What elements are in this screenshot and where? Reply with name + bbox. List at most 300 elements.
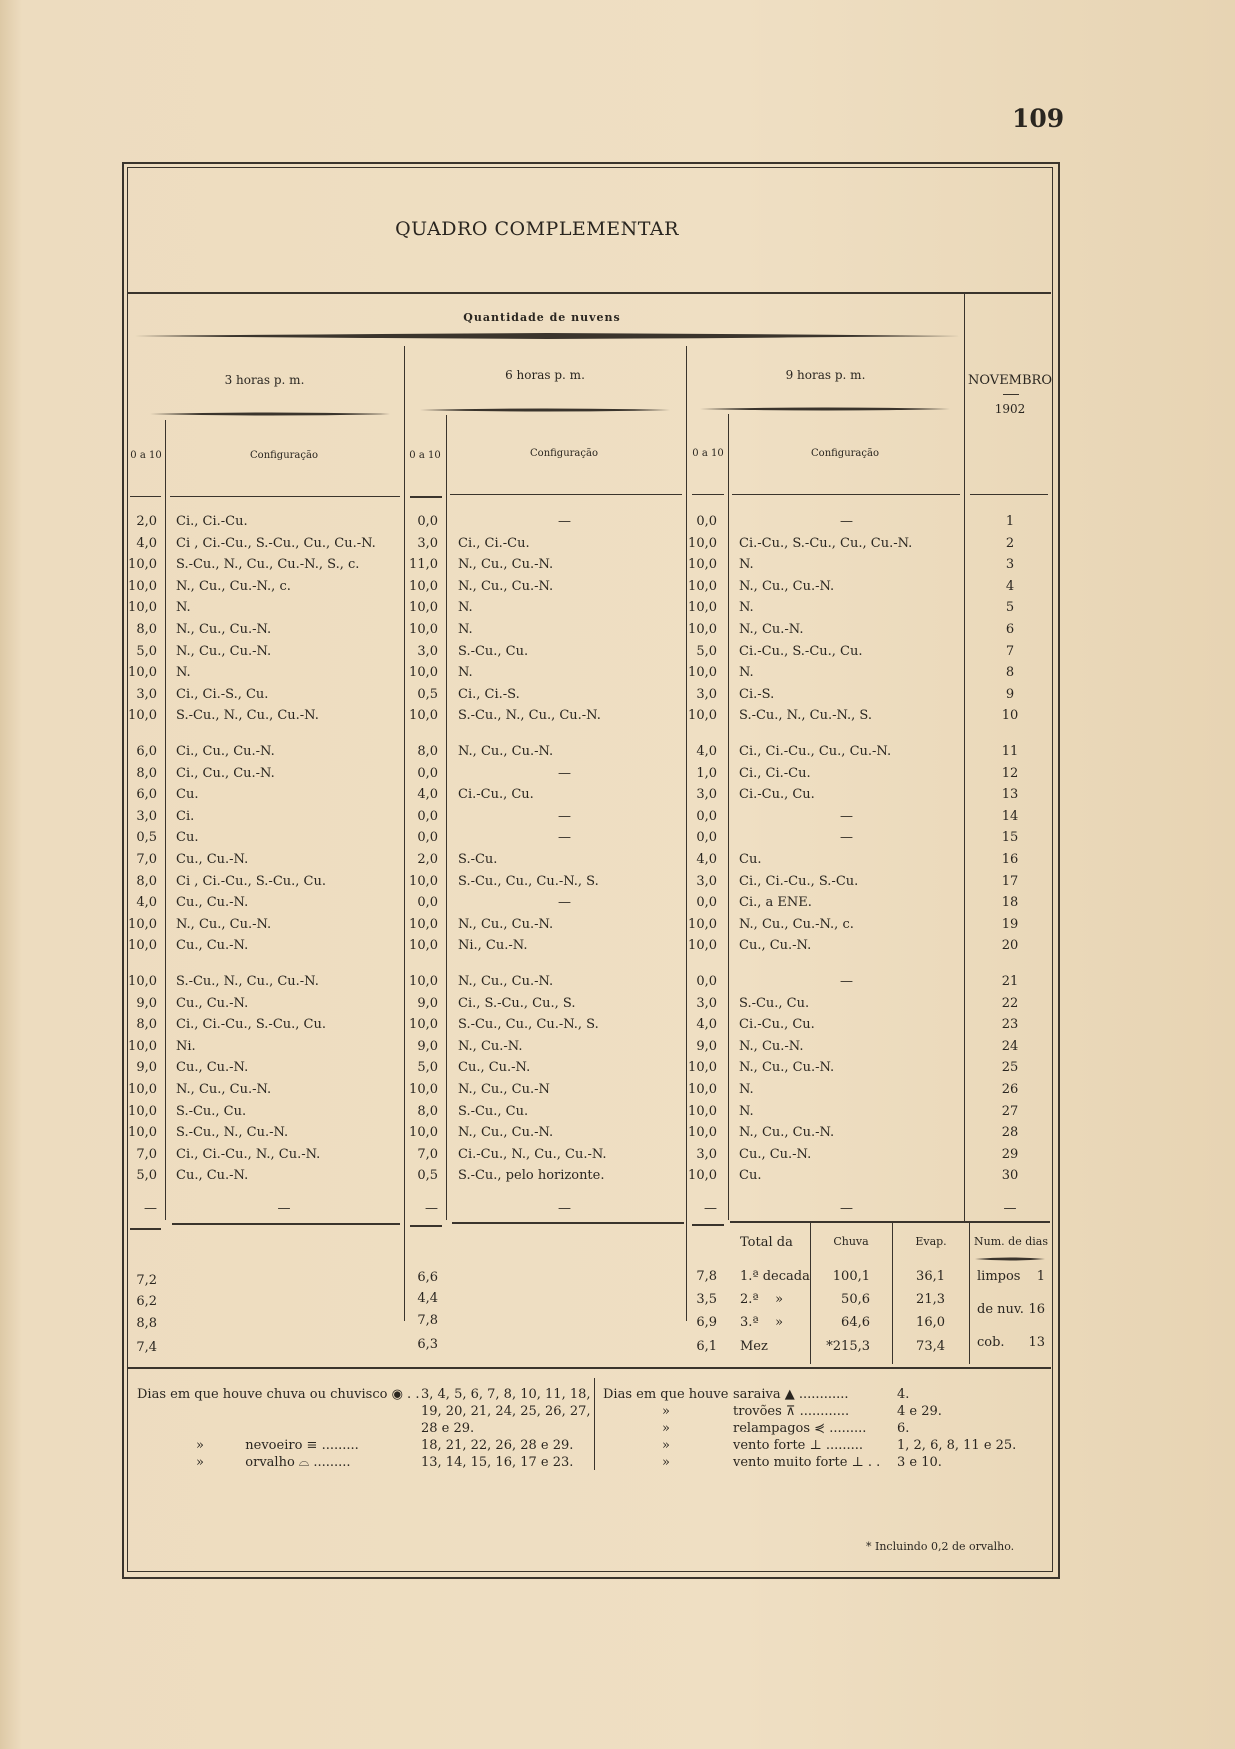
conf-9pm-cell: N. xyxy=(739,1104,754,1119)
cloud-9pm: 10,0 xyxy=(688,622,717,637)
day-number: 20 xyxy=(1001,938,1019,953)
rule xyxy=(692,1224,724,1226)
conf-3pm-cell: S.-Cu., N., Cu.-N. xyxy=(176,1125,289,1140)
rule xyxy=(130,496,161,497)
conf-9pm-cell: N. xyxy=(739,557,754,572)
conf-3pm-cell: Ci., Ci.-Cu., S.-Cu., Cu. xyxy=(176,1017,326,1032)
header-6pm: 6 horas p. m. xyxy=(505,368,585,382)
day-number: 3 xyxy=(1005,557,1015,572)
cloud-3pm: 8,0 xyxy=(136,622,157,637)
conf-3pm-cell: Ci., Ci.-S., Cu. xyxy=(176,687,269,702)
rule xyxy=(970,494,1048,495)
cloud-6pm: 3,0 xyxy=(417,644,438,659)
rule xyxy=(172,1223,400,1225)
conf-3pm-cell: Ci , Ci.-Cu., S.-Cu., Cu. xyxy=(176,874,326,889)
conf-9pm-cell: N., Cu., Cu.-N. xyxy=(739,579,835,594)
cloud-9pm: 3,0 xyxy=(696,874,717,889)
nuv-label: de nuv. xyxy=(977,1302,1024,1317)
avg-3pm: 7,4 xyxy=(136,1340,157,1355)
cloud-9pm: 4,0 xyxy=(696,1017,717,1032)
conf-3pm-cell: S.-Cu., N., Cu., Cu.-N. xyxy=(176,708,319,723)
conf-3pm-cell: Cu. xyxy=(176,787,199,802)
ornament-swash xyxy=(135,332,960,340)
day-number: — xyxy=(1003,1201,1017,1216)
cloud-6pm: 0,0 xyxy=(417,514,438,529)
conf-6pm-cell: Ci.-Cu., N., Cu., Cu.-N. xyxy=(458,1147,607,1162)
conf-6pm-cell: Ni., Cu.-N. xyxy=(458,938,528,953)
conf-6pm-cell: N., Cu., Cu.-N. xyxy=(458,557,554,572)
conf-6pm-cell: N., Cu., Cu.-N. xyxy=(458,917,554,932)
chuva-value: 64,6 xyxy=(841,1315,870,1330)
cloud-9pm: 3,0 xyxy=(696,996,717,1011)
cloud-3pm: 10,0 xyxy=(128,938,157,953)
cob-label: cob. xyxy=(977,1335,1005,1350)
cloud-6pm: 0,0 xyxy=(417,830,438,845)
cloud-9pm: 10,0 xyxy=(688,1082,717,1097)
limpos-label: limpos xyxy=(977,1269,1021,1284)
conf-6pm-cell: — xyxy=(558,1201,571,1216)
cloud-9pm: 0,0 xyxy=(696,809,717,824)
rule xyxy=(732,494,960,495)
evap-value: 36,1 xyxy=(916,1269,945,1284)
cloud-6pm: 5,0 xyxy=(417,1060,438,1075)
conf-9pm-cell: Ci.-Cu., S.-Cu., Cu., Cu.-N. xyxy=(739,536,913,551)
cloud-9pm: 3,0 xyxy=(696,687,717,702)
conf-3pm-cell: Ni. xyxy=(176,1039,196,1054)
day-number: 29 xyxy=(1001,1147,1019,1162)
cloud-3pm: 0,5 xyxy=(136,830,157,845)
cloud-6pm: 10,0 xyxy=(409,1125,438,1140)
header-9pm: 9 horas p. m. xyxy=(785,368,866,382)
cloud-6pm: 10,0 xyxy=(409,874,438,889)
day-number: 28 xyxy=(1001,1125,1019,1140)
conf-9pm-cell: N. xyxy=(739,600,754,615)
cloud-9pm: 0,0 xyxy=(696,514,717,529)
cloud-3pm: 10,0 xyxy=(128,1082,157,1097)
day-number: 15 xyxy=(1001,830,1019,845)
conf-9pm-cell: Ci.-Cu., S.-Cu., Cu. xyxy=(739,644,863,659)
ornament-swash xyxy=(150,410,390,418)
cloud-6pm: 9,0 xyxy=(417,996,438,1011)
rule xyxy=(692,494,724,495)
cloud-9pm: 10,0 xyxy=(688,708,717,723)
cloud-3pm: 10,0 xyxy=(128,579,157,594)
day-number: 12 xyxy=(1001,766,1019,781)
cloud-6pm: 10,0 xyxy=(409,917,438,932)
cloud-3pm: 10,0 xyxy=(128,600,157,615)
cloud-3pm: 9,0 xyxy=(136,996,157,1011)
conf-9pm-cell: — xyxy=(840,830,853,845)
avg-9pm: 3,5 xyxy=(696,1292,717,1307)
cloud-9pm: 0,0 xyxy=(696,830,717,845)
day-number: 4 xyxy=(1005,579,1015,594)
conf-6pm-cell: — xyxy=(558,514,571,529)
footer-label: » orvalho ⌓ ......... xyxy=(196,1455,351,1470)
cloud-9pm: 10,0 xyxy=(688,665,717,680)
conf-6pm-cell: S.-Cu. xyxy=(458,852,498,867)
cloud-6pm: 10,0 xyxy=(409,708,438,723)
scale-9pm: 0 a 10 xyxy=(692,448,724,459)
conf-3pm-cell: Ci. xyxy=(176,809,195,824)
conf-3pm-cell: N., Cu., Cu.-N., c. xyxy=(176,579,291,594)
day-number: 10 xyxy=(1001,708,1019,723)
day-number: 21 xyxy=(1001,974,1019,989)
cloud-3pm: 10,0 xyxy=(128,665,157,680)
cloud-6pm: 7,0 xyxy=(417,1147,438,1162)
rule xyxy=(410,1225,442,1227)
page-title: QUADRO COMPLEMENTAR xyxy=(395,218,679,240)
group-header: Quantidade de nuvens xyxy=(463,311,621,324)
conf-6pm-cell: N., Cu.-N. xyxy=(458,1039,523,1054)
cloud-3pm: 4,0 xyxy=(136,536,157,551)
evap-value: 73,4 xyxy=(916,1339,945,1354)
conf-3pm-cell: Ci., Ci.-Cu. xyxy=(176,514,248,529)
cloud-3pm: 9,0 xyxy=(136,1060,157,1075)
footer-values: 4. xyxy=(897,1387,910,1402)
conf-9pm-cell: N., Cu., Cu.-N. xyxy=(739,1060,835,1075)
conf-6pm-cell: N., Cu., Cu.-N xyxy=(458,1082,550,1097)
cloud-9pm: 10,0 xyxy=(688,579,717,594)
cloud-6pm: 0,0 xyxy=(417,895,438,910)
rule xyxy=(450,494,682,495)
conf-9pm-cell: N., Cu.-N. xyxy=(739,622,804,637)
cloud-9pm: 10,0 xyxy=(688,536,717,551)
cloud-6pm: 10,0 xyxy=(409,938,438,953)
cloud-6pm: 0,0 xyxy=(417,766,438,781)
cloud-3pm: 10,0 xyxy=(128,708,157,723)
evap-value: 21,3 xyxy=(916,1292,945,1307)
conf-3pm-cell: N., Cu., Cu.-N. xyxy=(176,622,272,637)
footnote: * Incluindo 0,2 de orvalho. xyxy=(866,1540,1015,1553)
cloud-9pm: 0,0 xyxy=(696,895,717,910)
cloud-6pm: 8,0 xyxy=(417,1104,438,1119)
chuva-value: 100,1 xyxy=(832,1269,870,1284)
total-label: Total da xyxy=(740,1235,793,1250)
day-number: 17 xyxy=(1001,874,1019,889)
cloud-6pm: 10,0 xyxy=(409,665,438,680)
nuv-value: 16 xyxy=(1028,1302,1045,1317)
cloud-6pm: 0,5 xyxy=(417,1168,438,1183)
cloud-9pm: 10,0 xyxy=(688,1104,717,1119)
cloud-9pm: 9,0 xyxy=(696,1039,717,1054)
cloud-9pm: 1,0 xyxy=(696,766,717,781)
day-number: 22 xyxy=(1001,996,1019,1011)
footer-phenomenon: trovões ⊼ ............ xyxy=(733,1404,850,1419)
rule xyxy=(170,496,400,497)
conf-6pm: Configuração xyxy=(530,448,598,459)
conf-9pm-cell: Cu. xyxy=(739,852,762,867)
cloud-3pm: 10,0 xyxy=(128,1039,157,1054)
evap-value: 16,0 xyxy=(916,1315,945,1330)
conf-9pm-cell: Ci., Ci.-Cu. xyxy=(739,766,811,781)
col-line xyxy=(446,415,447,1220)
divider xyxy=(1003,394,1019,395)
conf-3pm-cell: N., Cu., Cu.-N. xyxy=(176,644,272,659)
conf-9pm-cell: N., Cu.-N. xyxy=(739,1039,804,1054)
conf-9pm-cell: Cu., Cu.-N. xyxy=(739,938,812,953)
footer-phenomenon: vento muito forte ⊥ . . xyxy=(733,1455,881,1470)
cloud-6pm: 11,0 xyxy=(409,557,438,572)
conf-6pm-cell: — xyxy=(558,809,571,824)
cloud-9pm: 3,0 xyxy=(696,1147,717,1162)
footer-values: 18, 21, 22, 26, 28 e 29. xyxy=(421,1438,574,1453)
conf-3pm-cell: — xyxy=(277,1201,291,1216)
footer-values: 19, 20, 21, 24, 25, 26, 27, xyxy=(421,1404,591,1419)
conf-6pm-cell: S.-Cu., Cu., Cu.-N., S. xyxy=(458,1017,599,1032)
conf-6pm-cell: — xyxy=(558,895,571,910)
conf-6pm-cell: S.-Cu., Cu., Cu.-N., S. xyxy=(458,874,599,889)
cloud-3pm: 8,0 xyxy=(136,1017,157,1032)
cloud-9pm: 10,0 xyxy=(688,938,717,953)
day-number: 30 xyxy=(1001,1168,1019,1183)
day-number: 9 xyxy=(1005,687,1015,702)
cloud-6pm: 10,0 xyxy=(409,974,438,989)
conf-6pm-cell: Cu., Cu.-N. xyxy=(458,1060,531,1075)
period-label: Mez xyxy=(740,1339,768,1354)
col-line xyxy=(964,294,965,1222)
conf-3pm-cell: S.-Cu., Cu. xyxy=(176,1104,247,1119)
day-number: 23 xyxy=(1001,1017,1019,1032)
footer-phenomenon: vento forte ⊥ ......... xyxy=(733,1438,864,1453)
col-line xyxy=(594,1378,595,1470)
day-number: 2 xyxy=(1005,536,1015,551)
conf-6pm-cell: Ci., Ci.-Cu. xyxy=(458,536,530,551)
avg-6pm: 4,4 xyxy=(417,1291,438,1306)
conf-3pm-cell: Ci., Ci.-Cu., N., Cu.-N. xyxy=(176,1147,321,1162)
conf-9pm: Configuração xyxy=(811,448,879,459)
avg-3pm: 6,2 xyxy=(136,1294,157,1309)
conf-6pm-cell: N., Cu., Cu.-N. xyxy=(458,579,554,594)
conf-3pm: Configuração xyxy=(250,450,318,461)
conf-9pm-cell: Cu., Cu.-N. xyxy=(739,1147,812,1162)
conf-3pm-cell: Ci , Ci.-Cu., S.-Cu., Cu., Cu.-N. xyxy=(176,536,376,551)
ornament-swash xyxy=(420,406,670,414)
footer-values: 3 e 10. xyxy=(897,1455,942,1470)
conf-9pm-cell: Ci.-Cu., Cu. xyxy=(739,1017,815,1032)
cloud-9pm: 0,0 xyxy=(696,974,717,989)
conf-9pm-cell: Ci.-Cu., Cu. xyxy=(739,787,815,802)
avg-9pm: 6,1 xyxy=(696,1339,717,1354)
conf-6pm-cell: N., Cu., Cu.-N. xyxy=(458,744,554,759)
rule xyxy=(730,1221,1050,1223)
day-number: 18 xyxy=(1001,895,1019,910)
chuva-value: *215,3 xyxy=(826,1339,870,1354)
footer-values: 4 e 29. xyxy=(897,1404,942,1419)
cloud-3pm: 3,0 xyxy=(136,809,157,824)
day-number: 7 xyxy=(1005,644,1015,659)
day-number: 8 xyxy=(1005,665,1015,680)
cloud-3pm: 10,0 xyxy=(128,974,157,989)
conf-3pm-cell: Cu., Cu.-N. xyxy=(176,852,249,867)
day-number: 1 xyxy=(1005,514,1015,529)
footer-label: Dias em que houve chuva ou chuvisco ◉ . . xyxy=(137,1387,420,1402)
footer-label: » xyxy=(662,1455,670,1470)
chuva-value: 50,6 xyxy=(841,1292,870,1307)
cloud-9pm: 10,0 xyxy=(688,917,717,932)
conf-9pm-cell: Ci., Ci.-Cu., Cu., Cu.-N. xyxy=(739,744,892,759)
cloud-3pm: 7,0 xyxy=(136,852,157,867)
cloud-6pm: 10,0 xyxy=(409,622,438,637)
conf-6pm-cell: Ci., Ci.-S. xyxy=(458,687,520,702)
day-number: 13 xyxy=(1001,787,1019,802)
conf-9pm-cell: — xyxy=(840,809,853,824)
cloud-3pm: 2,0 xyxy=(136,514,157,529)
cloud-6pm: 10,0 xyxy=(409,1017,438,1032)
ornament-swash xyxy=(975,1255,1045,1263)
cloud-6pm: — xyxy=(425,1201,438,1216)
conf-9pm-cell: Cu. xyxy=(739,1168,762,1183)
month-label: NOVEMBRO xyxy=(968,373,1052,388)
conf-9pm-cell: — xyxy=(840,514,853,529)
conf-9pm-cell: Ci., Ci.-Cu., S.-Cu. xyxy=(739,874,859,889)
conf-3pm-cell: Cu., Cu.-N. xyxy=(176,996,249,1011)
footer-values: 28 e 29. xyxy=(421,1421,475,1436)
conf-6pm-cell: S.-Cu., N., Cu., Cu.-N. xyxy=(458,708,601,723)
conf-9pm-cell: — xyxy=(840,1201,853,1216)
cloud-6pm: 10,0 xyxy=(409,1082,438,1097)
avg-9pm: 7,8 xyxy=(696,1269,717,1284)
conf-9pm-cell: N. xyxy=(739,665,754,680)
conf-6pm-cell: N., Cu., Cu.-N. xyxy=(458,1125,554,1140)
conf-3pm-cell: Cu. xyxy=(176,830,199,845)
day-number: 26 xyxy=(1001,1082,1019,1097)
conf-6pm-cell: Ci.-Cu., Cu. xyxy=(458,787,534,802)
footer-values: 3, 4, 5, 6, 7, 8, 10, 11, 18, xyxy=(421,1387,591,1402)
cloud-6pm: 10,0 xyxy=(409,579,438,594)
cloud-9pm: 10,0 xyxy=(688,600,717,615)
conf-3pm-cell: N. xyxy=(176,665,191,680)
cloud-3pm: 10,0 xyxy=(128,1104,157,1119)
cloud-3pm: 4,0 xyxy=(136,895,157,910)
conf-3pm-cell: Cu., Cu.-N. xyxy=(176,1168,249,1183)
conf-9pm-cell: N., Cu., Cu.-N., c. xyxy=(739,917,854,932)
cloud-3pm: 10,0 xyxy=(128,1125,157,1140)
cloud-6pm: 10,0 xyxy=(409,600,438,615)
conf-6pm-cell: S.-Cu., pelo horizonte. xyxy=(458,1168,605,1183)
cloud-6pm: 0,5 xyxy=(417,687,438,702)
cloud-6pm: 3,0 xyxy=(417,536,438,551)
avg-3pm: 8,8 xyxy=(136,1316,157,1331)
conf-9pm-cell: N. xyxy=(739,1082,754,1097)
rule xyxy=(452,1222,684,1224)
cloud-9pm: 4,0 xyxy=(696,852,717,867)
cloud-9pm: 10,0 xyxy=(688,1125,717,1140)
conf-3pm-cell: Ci., Cu., Cu.-N. xyxy=(176,766,275,781)
footer-label: » xyxy=(662,1438,670,1453)
day-number: 11 xyxy=(1001,744,1019,759)
footer-values: 1, 2, 6, 8, 11 e 25. xyxy=(897,1438,1017,1453)
day-number: 24 xyxy=(1001,1039,1019,1054)
period-label: 2.ª » xyxy=(740,1292,784,1307)
day-number: 14 xyxy=(1001,809,1019,824)
conf-6pm-cell: N. xyxy=(458,600,473,615)
conf-6pm-cell: — xyxy=(558,766,571,781)
scale-6pm: 0 a 10 xyxy=(409,450,441,461)
conf-3pm-cell: S.-Cu., N., Cu., Cu.-N. xyxy=(176,974,319,989)
avg-6pm: 7,8 xyxy=(417,1313,438,1328)
avg-3pm: 7,2 xyxy=(136,1273,157,1288)
rule xyxy=(410,496,442,498)
conf-3pm-cell: Cu., Cu.-N. xyxy=(176,1060,249,1075)
footer-label: » xyxy=(662,1404,670,1419)
cloud-6pm: 0,0 xyxy=(417,809,438,824)
divider xyxy=(127,292,1051,294)
cloud-3pm: 3,0 xyxy=(136,687,157,702)
footer-values: 13, 14, 15, 16, 17 e 23. xyxy=(421,1455,574,1470)
period-label: 1.ª decada xyxy=(740,1269,810,1284)
cloud-9pm: 10,0 xyxy=(688,1168,717,1183)
period-label: 3.ª » xyxy=(740,1315,784,1330)
conf-9pm-cell: Ci.-S. xyxy=(739,687,775,702)
conf-6pm-cell: S.-Cu., Cu. xyxy=(458,644,529,659)
conf-3pm-cell: Cu., Cu.-N. xyxy=(176,938,249,953)
scale-3pm: 0 a 10 xyxy=(130,450,162,461)
conf-3pm-cell: N., Cu., Cu.-N. xyxy=(176,917,272,932)
conf-3pm-cell: N., Cu., Cu.-N. xyxy=(176,1082,272,1097)
avg-6pm: 6,6 xyxy=(417,1270,438,1285)
cloud-6pm: 9,0 xyxy=(417,1039,438,1054)
limpos-value: 1 xyxy=(1036,1269,1045,1284)
footer-phenomenon: relampagos ⋞ ......... xyxy=(733,1421,867,1436)
cloud-3pm: 8,0 xyxy=(136,766,157,781)
cob-value: 13 xyxy=(1028,1335,1045,1350)
cloud-3pm: 5,0 xyxy=(136,644,157,659)
cloud-3pm: 6,0 xyxy=(136,744,157,759)
conf-6pm-cell: N. xyxy=(458,665,473,680)
day-number: 16 xyxy=(1001,852,1019,867)
day-number: 19 xyxy=(1001,917,1019,932)
conf-6pm-cell: N., Cu., Cu.-N. xyxy=(458,974,554,989)
cloud-3pm: 7,0 xyxy=(136,1147,157,1162)
conf-9pm-cell: Ci., a ENE. xyxy=(739,895,812,910)
conf-3pm-cell: S.-Cu., N., Cu., Cu.-N., S., c. xyxy=(176,557,360,572)
footer-label: » xyxy=(662,1421,670,1436)
cloud-6pm: 8,0 xyxy=(417,744,438,759)
cloud-9pm: 3,0 xyxy=(696,787,717,802)
avg-6pm: 6,3 xyxy=(417,1337,438,1352)
cloud-9pm: — xyxy=(704,1201,717,1216)
evap-label: Evap. xyxy=(915,1235,947,1248)
cloud-6pm: 2,0 xyxy=(417,852,438,867)
day-number: 27 xyxy=(1001,1104,1019,1119)
cloud-9pm: 4,0 xyxy=(696,744,717,759)
cloud-3pm: 6,0 xyxy=(136,787,157,802)
conf-6pm-cell: S.-Cu., Cu. xyxy=(458,1104,529,1119)
conf-3pm-cell: Ci., Cu., Cu.-N. xyxy=(176,744,275,759)
divider xyxy=(127,1367,1051,1369)
conf-6pm-cell: N. xyxy=(458,622,473,637)
header-3pm: 3 horas p. m. xyxy=(224,373,305,387)
conf-9pm-cell: S.-Cu., Cu. xyxy=(739,996,810,1011)
conf-9pm-cell: — xyxy=(840,974,853,989)
cloud-3pm: 10,0 xyxy=(128,557,157,572)
cloud-3pm: 5,0 xyxy=(136,1168,157,1183)
cloud-6pm: 4,0 xyxy=(417,787,438,802)
page-number: 109 xyxy=(1012,104,1065,133)
cloud-3pm: 8,0 xyxy=(136,874,157,889)
conf-3pm-cell: N. xyxy=(176,600,191,615)
conf-3pm-cell: Cu., Cu.-N. xyxy=(176,895,249,910)
cloud-9pm: 5,0 xyxy=(696,644,717,659)
footer-label: » nevoeiro ≡ ......... xyxy=(196,1438,359,1453)
col-line xyxy=(728,414,729,1220)
conf-6pm-cell: Ci., S.-Cu., Cu., S. xyxy=(458,996,576,1011)
year-label: 1902 xyxy=(994,402,1026,416)
conf-6pm-cell: — xyxy=(558,830,571,845)
avg-9pm: 6,9 xyxy=(696,1315,717,1330)
numdias-label: Num. de dias xyxy=(974,1235,1048,1248)
cloud-9pm: 10,0 xyxy=(688,557,717,572)
